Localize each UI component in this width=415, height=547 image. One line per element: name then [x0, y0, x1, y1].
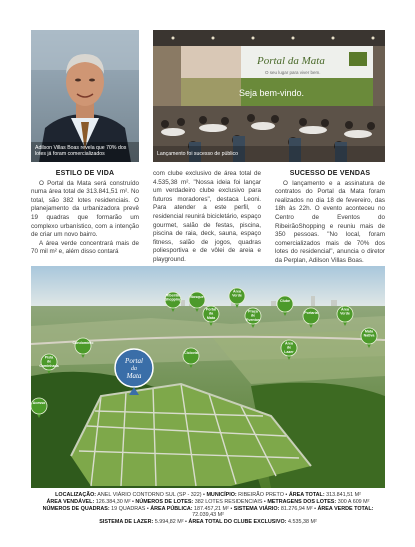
map-pin-label: Área [341, 307, 349, 312]
svg-text:Mata: Mata [126, 372, 142, 380]
map-pin-label: Mata [364, 329, 374, 334]
info-value: 72.039,43 M² [192, 512, 224, 519]
map-pin-label: Bosque [190, 295, 204, 299]
article-column-2 [153, 170, 261, 265]
portrait-caption: Adilson Villas Boas revela que 70% dos lotes já foram comercializados [35, 145, 127, 158]
col2-paragraph-1: com clube exclusivo de área total de 4.535,38 m². "Nossa ideia foi lançar um verdadeiro clube exclusivo para futuros moradores", destaca Leoni. Para atender a este perfil, o residencial reunirá bicicletário, espaço gourmet, salão de festas, piscina, piscina de raia, deck, sauna, espaço fitness, salão de jogos, quadras poliesportiva e de vôlei de areia e playground. [153, 170, 261, 263]
info-value: 4.535,38 M² [286, 519, 317, 526]
map-pin-label: Área [233, 289, 241, 294]
section-heading-sucesso: SUCESSO DE VENDAS [289, 170, 371, 177]
svg-text:Portal: Portal [125, 357, 143, 365]
map-pin-label: Caminhada [39, 363, 59, 368]
info-block [31, 492, 385, 526]
info-key: NÚMEROS DE QUADRAS: [42, 505, 110, 512]
portrait-illustration [31, 30, 139, 162]
event-photo [153, 30, 385, 162]
info-value: 300 A 609 M² [336, 498, 370, 505]
info-line-4 [31, 519, 385, 526]
map-pin-label: Clube [280, 299, 290, 303]
event-caption: Lançamento foi sucesso de público [157, 151, 239, 157]
map-pin-label: Área [285, 341, 293, 346]
map-pin-label: Praça [248, 309, 258, 314]
info-value: 313.841,51 M² [324, 492, 361, 498]
aerial-rendering [31, 266, 385, 488]
info-key: MUNICÍPIO: [206, 492, 237, 498]
info-value: RIBEIRÃO PRETO • [236, 492, 289, 498]
info-key: ÁREA TOTAL: [288, 492, 325, 498]
map-pin-label: Verde [340, 311, 350, 316]
map-pin-label: Acesso [32, 401, 46, 405]
section-heading-estilo: ESTILO DE VIDA [55, 170, 115, 177]
map-pin-label: da [208, 311, 214, 316]
info-key: ÁREA VERDE TOTAL: [317, 505, 374, 512]
event-illustration [153, 30, 385, 162]
aerial-map [31, 266, 385, 488]
article-column-1 [31, 170, 139, 257]
info-key: NÚMEROS DE LOTES: [135, 498, 194, 505]
svg-text:da: da [131, 366, 137, 372]
map-pin-label: de [286, 345, 292, 350]
info-key: ÁREA PÚBLICA: [150, 505, 193, 512]
map-pin-label: Portaria [304, 311, 318, 315]
map-pin-label: de [250, 313, 256, 318]
map-pin-label: Verde [232, 293, 242, 298]
map-pin-label: Condomínio [72, 341, 94, 345]
map-pin-label: Lazer [284, 349, 294, 354]
info-value: ANEL VIÁRIO CONTORNO SUL (SP - 322) • [96, 492, 207, 498]
info-value: 382 LOTES RESIDENCIAIS • [193, 498, 268, 505]
map-pin-label: Portal [205, 307, 217, 312]
article-column-3 [275, 170, 385, 266]
info-value: 187.457,21 M² • [192, 505, 234, 512]
info-key: SISTEMA VIÁRIO: [233, 505, 280, 512]
banner-sub: O seu lugar para viver bem. [265, 70, 321, 75]
info-value: 19 QUADRAS • [109, 505, 151, 512]
info-key: METRAGENS DOS LOTES: [267, 498, 337, 505]
info-line-3 [31, 506, 385, 520]
info-key: ÁREA VENDÁVEL: [46, 498, 95, 505]
info-key: SISTEMA DE LAZER: [99, 519, 154, 526]
map-pin-label: Mata [206, 315, 216, 320]
map-pin-label: de [46, 359, 52, 364]
map-pin-label: Pista [44, 355, 54, 360]
map-pin-label: Nativa [363, 333, 375, 338]
info-value: 81.276,94 M² • [279, 505, 318, 512]
info-line-1 [31, 492, 385, 499]
banner-welcome: Seja bem-vindo. [239, 88, 305, 98]
info-value: 5.994,82 M² • [153, 519, 189, 526]
col1-paragraph-1: O Portal da Mata será construído numa área total de 313.841,51 m². No total, são 382 lotes residenciais. O planejamento da urbanizadora prevê 19 quadras que formarão um complexo urbanístico, com a intenção de criar um novo bairro. [31, 179, 139, 239]
portrait-photo [31, 30, 139, 162]
banner-brand: Portal da Mata [257, 55, 325, 67]
info-key: LOCALIZAÇÃO: [55, 492, 97, 498]
map-pin-label: Ribeirão [165, 293, 181, 298]
map-pin-label: Eventos [246, 317, 260, 322]
map-pin-label: Shopping [164, 297, 182, 302]
map-pin-label: Ciclovia [184, 351, 198, 355]
col1-paragraph-2: A área verde concentrará mais de 70 mil m² e, além disso contará [31, 239, 139, 256]
info-key: ÁREA TOTAL DO CLUBE EXCLUSIVO: [188, 519, 287, 526]
info-line-2 [31, 499, 385, 506]
col3-paragraph-1: O lançamento e a assinatura de contratos do Portal da Mata foram realizados no dia 18 de fevereiro, das 18h às 22h. O evento aconteceu no Centro de Eventos do RibeirãoShopping e reuniu mais de 350 pessoas. "No local, foram comercializados mais de 70% dos lotes do residencial", anuncia o diretor da Perplan, Adilson Villas Boas. [275, 179, 385, 264]
info-value: 126.384,30 M² • [94, 498, 136, 505]
